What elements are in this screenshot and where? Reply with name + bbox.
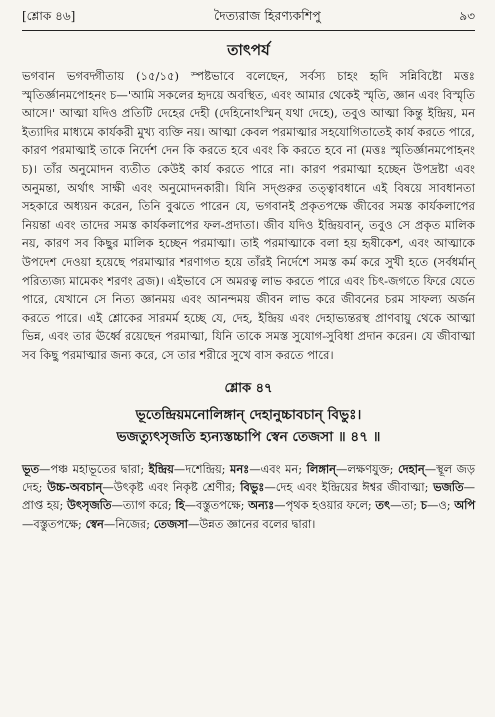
synonym-entry: স্বেন—নিজের;	[85, 516, 151, 531]
synonym-meaning: উৎকৃষ্ট এবং নিকৃষ্ট শ্রেণীর;	[113, 479, 236, 494]
page-header	[22, 10, 475, 31]
synonym-meaning: পৃথক হওয়ার ফলে;	[285, 498, 372, 513]
synonym-meaning: বস্তুতপক্ষে;	[196, 498, 245, 513]
synonym-term: ইন্দ্রিয়	[148, 461, 174, 476]
synonym-term: হি	[175, 498, 185, 513]
synonym-meaning: এবং মন;	[260, 461, 303, 476]
synonym-term: অন্যঃ	[248, 498, 275, 513]
synonym-meaning: বস্তুতপক্ষে;	[33, 516, 82, 531]
synonym-term: তেজসা	[153, 516, 188, 531]
synonym-entry: লিঙ্গান্—লক্ষণযুক্ত;	[306, 461, 394, 476]
purport-paragraph: ভগবান ভগবদ্গীতায় (১৫/১৫) স্পষ্টভাবে বলেছেন, সর্বস্য চাহং হৃদি সন্নিবিষ্টো মত্তঃ স্মৃতির্জ্ঞানমপোহনং চ—'আমি সকলের হৃদয়ে অবস্থিত, এবং আমার থেকেই স্মৃতি, জ্ঞান এবং বিস্মৃতি আসে।' আত্মা যদিও প্রতিটি দেহের দেহী (দেহিনোঽস্মিন্ যথা দেহে), তবুও আত্মা কিন্তু ইন্দ্রিয়, মন ইত্যাদির মাধ্যমে কার্যকরী মুখ্য ব্যক্তি নয়। আত্মা কেবল পরমাত্মার সহযোগিতাতেই কার্য করতে পারে, কারণ পরমাত্মাই তাকে নির্দেশ দেন কি করতে হবে এবং কি করতে হবে না (মত্তঃ স্মৃতির্জ্ঞানমপোহনং চ)। তাঁর অনুমোদন ব্যতীত কেউই কার্য করতে পারে না। কারণ পরমাত্মা হচ্ছেন উপদ্রষ্টা এবং অনুমন্তা, অর্থাৎ সাক্ষী এবং অনুমোদনকারী। যিনি সদ্গুরুর তত্ত্বাবধানে এই বিষয়ে সাবধানতা সহকারে অধ্যয়ন করেন, তিনি বুঝতে পারেন যে, ভগবানই প্রকৃতপক্ষে জীবের সমস্ত কার্যকলাপের নিয়ন্তা এবং তাদের সমস্ত কার্যকলাপের ফল-প্রদাতা। জীব যদিও ইন্দ্রিয়বান্, তবুও সে প্রকৃত মালিক নয়, কারণ সব কিছুর মালিক হচ্ছেন পরমাত্মা। তাই পরমাত্মাকে বলা হয় হৃষীকেশ, এবং আত্মাকে উপদেশ দেওয়া হয়েছে পরমাত্মার শরণাগত হয়ে তাঁরই নির্দেশে সমস্ত কর্ম করে সুখী হতে (সর্বধর্মান্ পরিত্যজ্য মামেকং শরণং ব্রজ)। এইভাবে সে অমরত্ব লাভ করতে পারে এবং চিৎ-জগতে ফিরে যেতে পারে, যেখানে সে নিত্য জ্ঞানময় এবং আনন্দময় জীবন লাভ করে জীবনের চরম সাফল্য অর্জন করতে পারে। এই শ্লোকের সারমর্ম হচ্ছে যে, দেহ, ইন্দ্রিয় এবং দেহাভ্যন্তরস্থ প্রাণবায়ু থেকে আত্মা ভিন্ন, এবং তার ঊর্ধ্বে রয়েছেন পরমাত্মা, যিনি তাকে সমস্ত সুযোগ-সুবিধা প্রদান করেন। যে জীবাত্মা সব কিছু পরমাত্মার জন্য করে, সে তার শরীরে সুখে বাস করতে পারে।	[22, 69, 475, 362]
synonym-entry: দেহান্—স্থূল জড় দেহ;	[22, 461, 475, 494]
synonym-entry: হি—বস্তুতপক্ষে;	[175, 498, 245, 513]
verse-line-2: ভজত্যুৎসৃজতি হ্যন্যস্তচ্চাপি স্বেন তেজসা ॥ ৪৭ ॥	[116, 428, 381, 445]
synonym-entry: ইন্দ্রিয়—দশেন্দ্রিয়;	[148, 461, 226, 476]
synonym-meaning: লক্ষণযুক্ত;	[347, 461, 394, 476]
synonym-term: চ	[420, 498, 427, 513]
page-number: ৯৩	[459, 9, 475, 23]
synonym-term: ভূত	[22, 461, 40, 476]
page	[22, 10, 475, 533]
synonym-entry: তৎ—তা;	[375, 498, 418, 513]
synonym-term: ভজতি	[433, 479, 464, 494]
synonym-term: লিঙ্গান্	[306, 461, 336, 476]
synonym-term: মনঃ	[230, 461, 250, 476]
synonym-meaning: প্রাপ্ত হয়;	[22, 498, 64, 513]
verse-number: শ্লোক ৪৭	[224, 380, 273, 396]
synonym-entry: তেজসা—উন্নত জ্ঞানের বলের দ্বারা।	[153, 516, 316, 531]
header-chapter-title: দৈত্যরাজ হিরণ্যকশিপু	[214, 8, 321, 23]
synonym-entry: অপি—বস্তুতপক্ষে;	[22, 498, 476, 531]
synonym-term: উৎসৃজতি	[66, 498, 112, 513]
synonym-term: বিভুঃ	[240, 479, 265, 494]
synonym-meaning: তা;	[401, 498, 418, 513]
synonym-entry: ভূত—পঞ্চ মহাভূতের দ্বারা;	[22, 461, 145, 476]
synonyms	[22, 460, 475, 534]
synonym-term: তৎ	[375, 498, 391, 513]
synonym-term: উচ্চ-অবচান্	[47, 479, 103, 494]
synonym-entry: বিভুঃ—দেহ এবং ইন্দ্রিয়ের ঈশ্বর জীবাত্মা;	[240, 479, 429, 494]
synonym-meaning: ও;	[438, 498, 451, 513]
synonym-meaning: দশেন্দ্রিয়;	[185, 461, 226, 476]
synonym-meaning: ত্যাগ করে;	[122, 498, 172, 513]
synonym-meaning: স্থূল জড় দেহ;	[22, 461, 475, 494]
verse-line-1: ভূতেন্দ্রিয়মনোলিঙ্গান্ দেহানুচ্চাবচান্ বিভুঃ।	[135, 406, 362, 423]
synonym-term: দেহান্	[397, 461, 425, 476]
synonym-meaning: নিজের;	[115, 516, 151, 531]
synonym-entry: মনঃ—এবং মন;	[230, 461, 303, 476]
synonym-entry: অন্যঃ—পৃথক হওয়ার ফলে;	[248, 498, 372, 513]
synonym-entry: উচ্চ-অবচান্—উৎকৃষ্ট এবং নিকৃষ্ট শ্রেণীর;	[47, 479, 236, 494]
synonym-entry: ভজতি—প্রাপ্ত হয়;	[22, 479, 475, 513]
synonym-entry: চ—ও;	[420, 498, 451, 513]
synonym-meaning: উন্নত জ্ঞানের বলের দ্বারা।	[199, 516, 316, 531]
header-verse-ref: [শ্লোক ৪৬]	[22, 9, 76, 23]
synonym-term: স্বেন	[85, 516, 104, 531]
synonym-entry: উৎসৃজতি—ত্যাগ করে;	[66, 498, 172, 513]
synonym-meaning: পঞ্চ মহাভূতের দ্বারা;	[50, 461, 145, 476]
synonym-term: অপি	[454, 498, 476, 513]
verse-block	[22, 379, 475, 448]
synonym-meaning: দেহ এবং ইন্দ্রিয়ের ঈশ্বর জীবাত্মা;	[275, 479, 429, 494]
purport-title: তাৎপর্য	[227, 41, 270, 59]
